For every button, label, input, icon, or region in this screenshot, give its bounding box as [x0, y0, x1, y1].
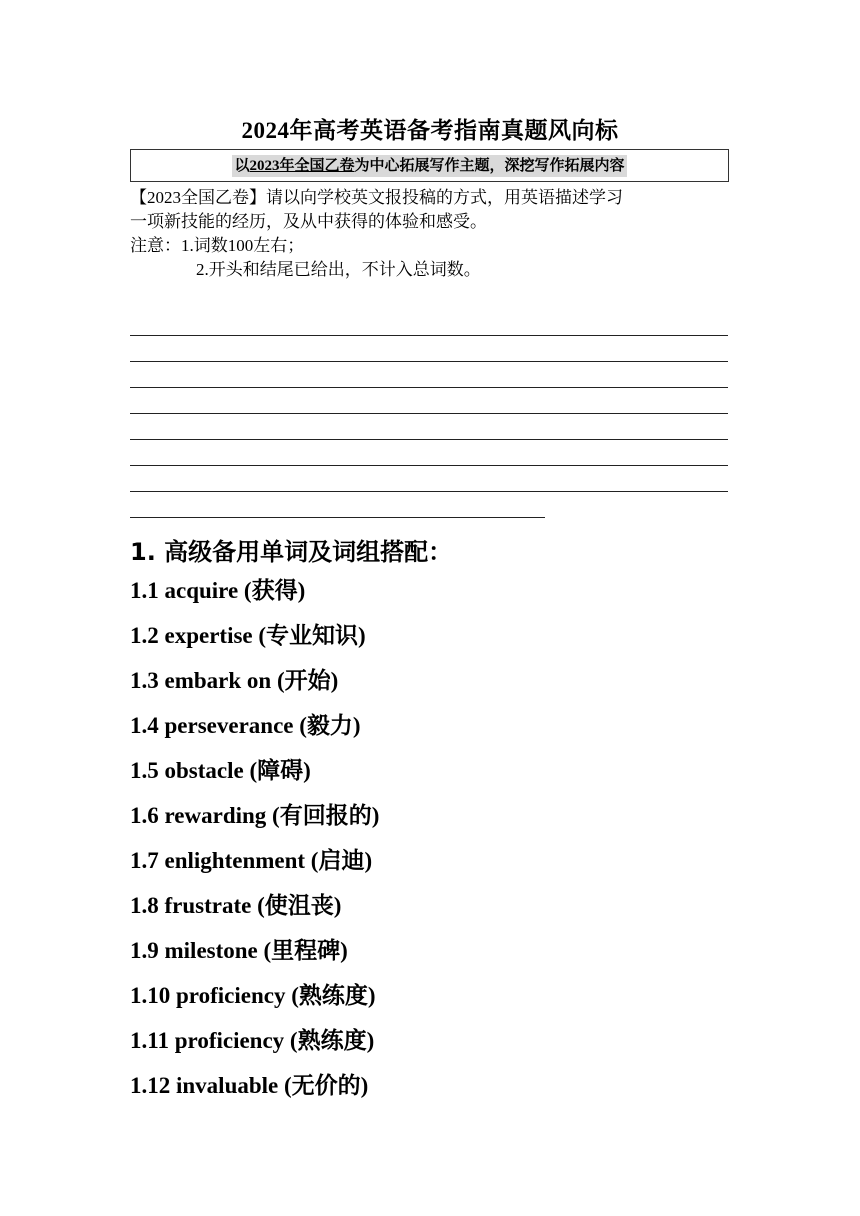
- vocab-item: 1.2 expertise (专业知识): [130, 623, 366, 648]
- vocab-list: [130, 572, 379, 1112]
- vocab-item: 1.6 rewarding (有回报的): [130, 803, 380, 828]
- answer-line: [130, 440, 728, 466]
- answer-line: [130, 492, 545, 518]
- vocab-item: 1.12 invaluable (无价的): [130, 1073, 369, 1098]
- vocab-item: 1.1 acquire (获得): [130, 578, 306, 603]
- answer-line: [130, 466, 728, 492]
- vocab-item: 1.3 embark on (开始): [130, 668, 339, 693]
- prompt-note: 2.开头和结尾已给出，不计入总词数。: [196, 260, 481, 279]
- answer-line: [130, 388, 728, 414]
- answer-line: [130, 336, 728, 362]
- answer-line: [130, 362, 728, 388]
- answer-area: [130, 310, 728, 518]
- vocab-item: 1.7 enlightenment (启迪): [130, 848, 373, 873]
- subtitle-suffix: 为中心拓展写作主题，深挖写作拓展内容: [354, 157, 625, 174]
- subtitle-prefix: 以: [234, 157, 250, 174]
- writing-prompt: [130, 186, 730, 282]
- prompt-note: 注意：1.词数100左右；: [130, 236, 305, 255]
- subtitle-exam-name: 2023年全国乙卷: [249, 157, 355, 174]
- vocab-item: 1.5 obstacle (障碍): [130, 758, 311, 783]
- prompt-line: 一项新技能的经历，及从中获得的体验和感受。: [130, 212, 487, 231]
- section-heading: 1. 高级备用单词及词组搭配：: [130, 538, 453, 566]
- answer-line: [130, 310, 728, 336]
- subtitle-box: [130, 149, 729, 182]
- vocab-item: 1.8 frustrate (使沮丧): [130, 893, 342, 918]
- vocab-item: 1.10 proficiency (熟练度): [130, 983, 376, 1008]
- answer-line: [130, 414, 728, 440]
- prompt-line: 【2023全国乙卷】请以向学校英文报投稿的方式，用英语描述学习: [130, 188, 623, 207]
- page-title: 2024年高考英语备考指南真题风向标: [241, 118, 619, 143]
- vocab-item: 1.9 milestone (里程碑): [130, 938, 348, 963]
- vocab-item: 1.4 perseverance (毅力): [130, 713, 361, 738]
- subtitle: [232, 155, 626, 177]
- vocab-item: 1.11 proficiency (熟练度): [130, 1028, 375, 1053]
